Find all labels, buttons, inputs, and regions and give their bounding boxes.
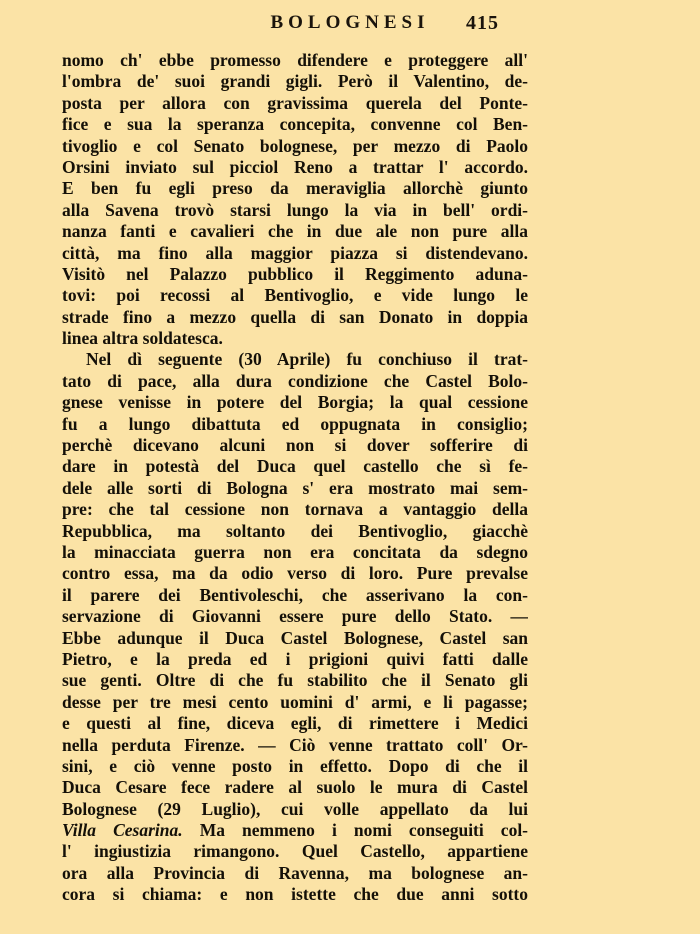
text-line: nella perduta Firenze. — Ciò venne trattato coll' Or- — [62, 734, 528, 755]
text-line-with-italic — [62, 820, 528, 841]
paragraph-start-line: Nel dì seguente (30 Aprile) fu conchiuso il trat- — [86, 349, 528, 370]
running-title: BOLOGNESI — [270, 12, 430, 33]
text-line: alla Savena trovò starsi lungo la via in bell' ordi- — [62, 199, 528, 220]
text-line: strade fino a mezzo quella di san Donato in doppia — [62, 306, 528, 327]
italic-place-name: Villa Cesarina. — [62, 820, 183, 841]
text-line: fice e sua la speranza concepita, convenne col Ben- — [62, 114, 528, 135]
text-line: tato di pace, alla dura condizione che Castel Bolo- — [62, 370, 528, 391]
text-line: nanza fanti e cavalieri che in due ale non pure alla — [62, 221, 528, 242]
text-line: ora alla Provincia di Ravenna, ma bolognese an- — [62, 862, 528, 883]
text-line: posta per allora con gravissima querela del Ponte- — [62, 92, 528, 113]
text-line: il parere dei Bentivoleschi, che asserivano la con- — [62, 584, 528, 605]
text-line: e questi al fine, diceva egli, di rimettere i Medici — [62, 713, 528, 734]
text-line: tovi: poi recossi al Bentivoglio, e vide lungo le — [62, 285, 528, 306]
text-line: Orsini inviato sul picciol Reno a trattar l' accordo. — [62, 156, 528, 177]
text-line: l'ombra de' suoi grandi gigli. Però il Valentino, de- — [62, 71, 528, 92]
text-line: dele alle sorti di Bologna s' era mostrato mai sem- — [62, 477, 528, 498]
text-line: desse per tre mesi cento uomini d' armi, e li pagasse; — [62, 691, 528, 712]
text-line: E ben fu egli preso da meraviglia allorchè giunto — [62, 178, 528, 199]
text-line: la minacciata guerra non era concitata da sdegno — [62, 541, 528, 562]
text-line: Duca Cesare fece radere al suolo le mura di Castel — [62, 777, 528, 798]
text-line: perchè dicevano alcuni non si dover sofferire di — [62, 435, 528, 456]
body-text — [62, 50, 528, 906]
text-line: Ebbe adunque il Duca Castel Bolognese, Castel san — [62, 627, 528, 648]
page-number: 415 — [466, 12, 499, 34]
text-line: Repubblica, ma soltanto dei Bentivoglio, giacchè — [62, 520, 528, 541]
text-line: città, ma fino alla maggior piazza si distendevano. — [62, 242, 528, 263]
text-line: sini, e ciò venne posto in effetto. Dopo di che il — [62, 755, 528, 776]
text-line: Visitò nel Palazzo pubblico il Reggimento aduna- — [62, 263, 528, 284]
text-line: Bolognese (29 Luglio), cui volle appellato da lui — [62, 798, 528, 819]
text-line: dare in potestà del Duca quel castello che sì fe- — [62, 456, 528, 477]
text-line: l' ingiustizia rimangono. Quel Castello, appartiene — [62, 841, 528, 862]
text-line: nomo ch' ebbe promesso difendere e proteggere all' — [62, 50, 528, 70]
text-line-rest: Ma nemmeno i nomi conseguiti col- — [199, 820, 528, 841]
text-line: gnese venisse in potere del Borgia; la qual cessione — [62, 392, 528, 413]
text-line: Pietro, e la preda ed i prigioni quivi fatti dalle — [62, 648, 528, 669]
text-line: contro essa, ma da odio verso di loro. Pure prevalse — [62, 563, 528, 584]
text-line: tivoglio e col Senato bolognese, per mezzo di Paolo — [62, 135, 528, 156]
paragraph-end-line: linea altra soldatesca. — [62, 328, 223, 349]
text-line: servazione di Giovanni essere pure dello Stato. — — [62, 606, 528, 627]
text-line: fu a lungo dibattuta ed oppugnata in consiglio; — [62, 413, 528, 434]
text-line: pre: che tal cessione non tornava a vantaggio della — [62, 499, 528, 520]
text-line: cora si chiama: e non istette che due anni sotto — [62, 884, 528, 905]
text-line: sue genti. Oltre di che fu stabilito che il Senato gli — [62, 670, 528, 691]
